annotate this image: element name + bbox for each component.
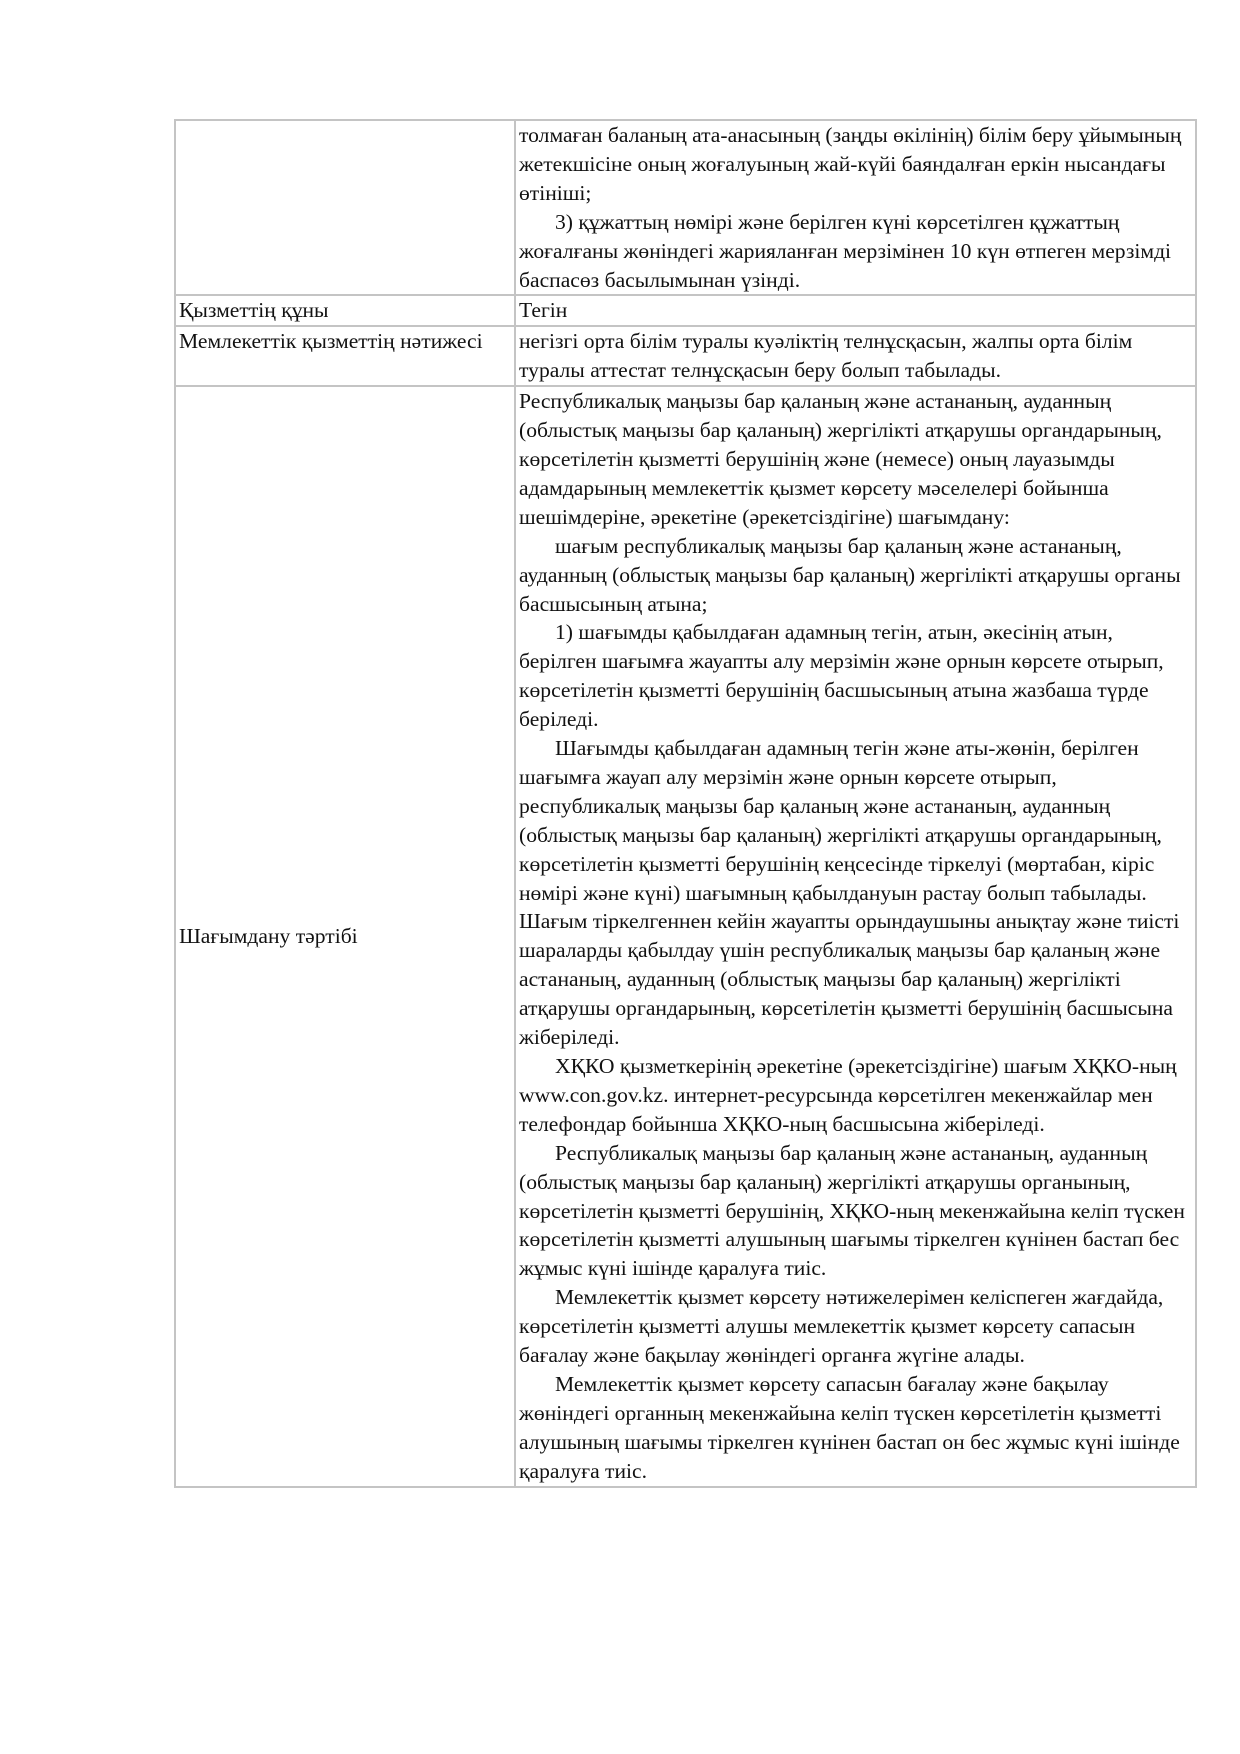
row-value-cell [515, 326, 1196, 386]
row-value-cell [515, 295, 1196, 326]
table-row [175, 386, 1196, 1486]
table-row [175, 120, 1196, 295]
paragraph: Республикалық маңызы бар қаланың және астананың, ауданның (облыстық маңызы бар қаланың) жергілікті атқарушы органының, көрсетілетін қызметті берушінің, ХҚКО-ның мекенжайына келіп түскен көрсетілетін қызметті алушының шағымы тіркелген күнінен бастап бес жұмыс күні ішінде қаралуға тиіс. [519, 1140, 1185, 1281]
paragraph: ХҚКО қызметкерінің әрекетіне (әрекетсіздігіне) шағым ХҚКО-ның www.con.gov.kz. интернет-ресурсында көрсетілген мекенжайлар мен телефондар бойынша ХҚКО-ның басшысына жіберіледі. [519, 1054, 1177, 1136]
row-label-cell [175, 326, 515, 386]
paragraph: Шағымды қабылдаған адамның тегін және аты-жөнін, берілген шағымға жауап алу мерзімін және орнын көрсете отырып, республикалық маңызы бар қаланың және астананың, ауданның (облыстық маңызы бар қаланың) жергілікті атқарушы органдарының, көрсетілетін қызметті берушінің кеңсесінде тіркелуі (мөртабан, кіріс нөмірі және күні) шағымның қабылдануын растау болып табылады. Шағым тіркелгеннен кейін жауапты орындаушыны анықтау және тиісті шараларды қабылдау үшін республикалық маңызы бар қаланың және астананың, ауданның (облыстық маңызы бар қаланың) жергілікті атқарушы органдарының, көрсетілетін қызметті берушінің басшысына жіберіледі. [519, 736, 1180, 1050]
row-value-cell [515, 386, 1196, 1486]
row-label: Қызметтің құны [179, 298, 329, 323]
row-label-cell [175, 120, 515, 295]
document-page [174, 119, 1195, 1488]
row-label: Мемлекеттік қызметтің нәтижесі [179, 329, 483, 354]
paragraph: негізгі орта білім туралы куәліктің телнұсқасын, жалпы орта білім туралы аттестат телнұсқасын беру болып табылады. [519, 329, 1133, 383]
paragraph: Мемлекеттік қызмет көрсету сапасын бағалау және бақылау жөніндегі органның мекенжайына келіп түскен көрсетілетін қызметті алушының шағымы тіркелген күнінен бастап он бес жұмыс күні ішінде қаралуға тиіс. [519, 1371, 1180, 1483]
paragraph: 1) шағымды қабылдаған адамның тегін, атын, әкесінің атын, берілген шағымға жауапты алу мерзімін және орнын көрсете отырып, көрсетілетін қызметті берушінің басшысының атына жазбаша түрде беріледі. [519, 620, 1164, 732]
row-label-cell [175, 295, 515, 326]
paragraph: толмаған баланың ата-анасының (заңды өкілінің) білім беру ұйымының жетекшісіне оның жоғалуының жай-күйі баяндалған еркін нысандағы өтініші; [519, 123, 1182, 205]
table-row [175, 295, 1196, 326]
paragraph: шағым республикалық маңызы бар қаланың және астананың, ауданның (облыстық маңызы бар қаланың) жергілікті атқарушы органы басшысының атына; [519, 533, 1181, 616]
paragraph: Республикалық маңызы бар қаланың және астананың, ауданның (облыстық маңызы бар қаланың) жергілікті атқарушы органдарының, көрсетілетін қызметті берушінің және (немесе) оның лауазымды адамдарының мемлекеттік қызмет көрсету мәселелері бойынша шешімдеріне, әрекетіне (әрекетсіздігіне) шағымдану: [519, 389, 1162, 529]
row-value-cell [515, 120, 1196, 295]
paragraph: Тегін [519, 298, 568, 323]
table-row [175, 326, 1196, 386]
paragraph: Мемлекеттік қызмет көрсету нәтижелерімен келіспеген жағдайда, көрсетілетін қызметті алушы мемлекеттік қызмет көрсету сапасын бағалау және бақылау жөніндегі органға жүгіне алады. [519, 1285, 1164, 1368]
paragraph: 3) құжаттың нөмірі және берілген күні көрсетілген құжаттың жоғалғаны жөніндегі жарияланған мерзімінен 10 күн өтпеген мерзімді баспасөз басылымынан үзінді. [519, 209, 1172, 292]
row-label: Шағымдану тәртібі [179, 923, 358, 948]
row-label-cell [175, 386, 515, 1486]
service-standard-table [174, 119, 1197, 1488]
